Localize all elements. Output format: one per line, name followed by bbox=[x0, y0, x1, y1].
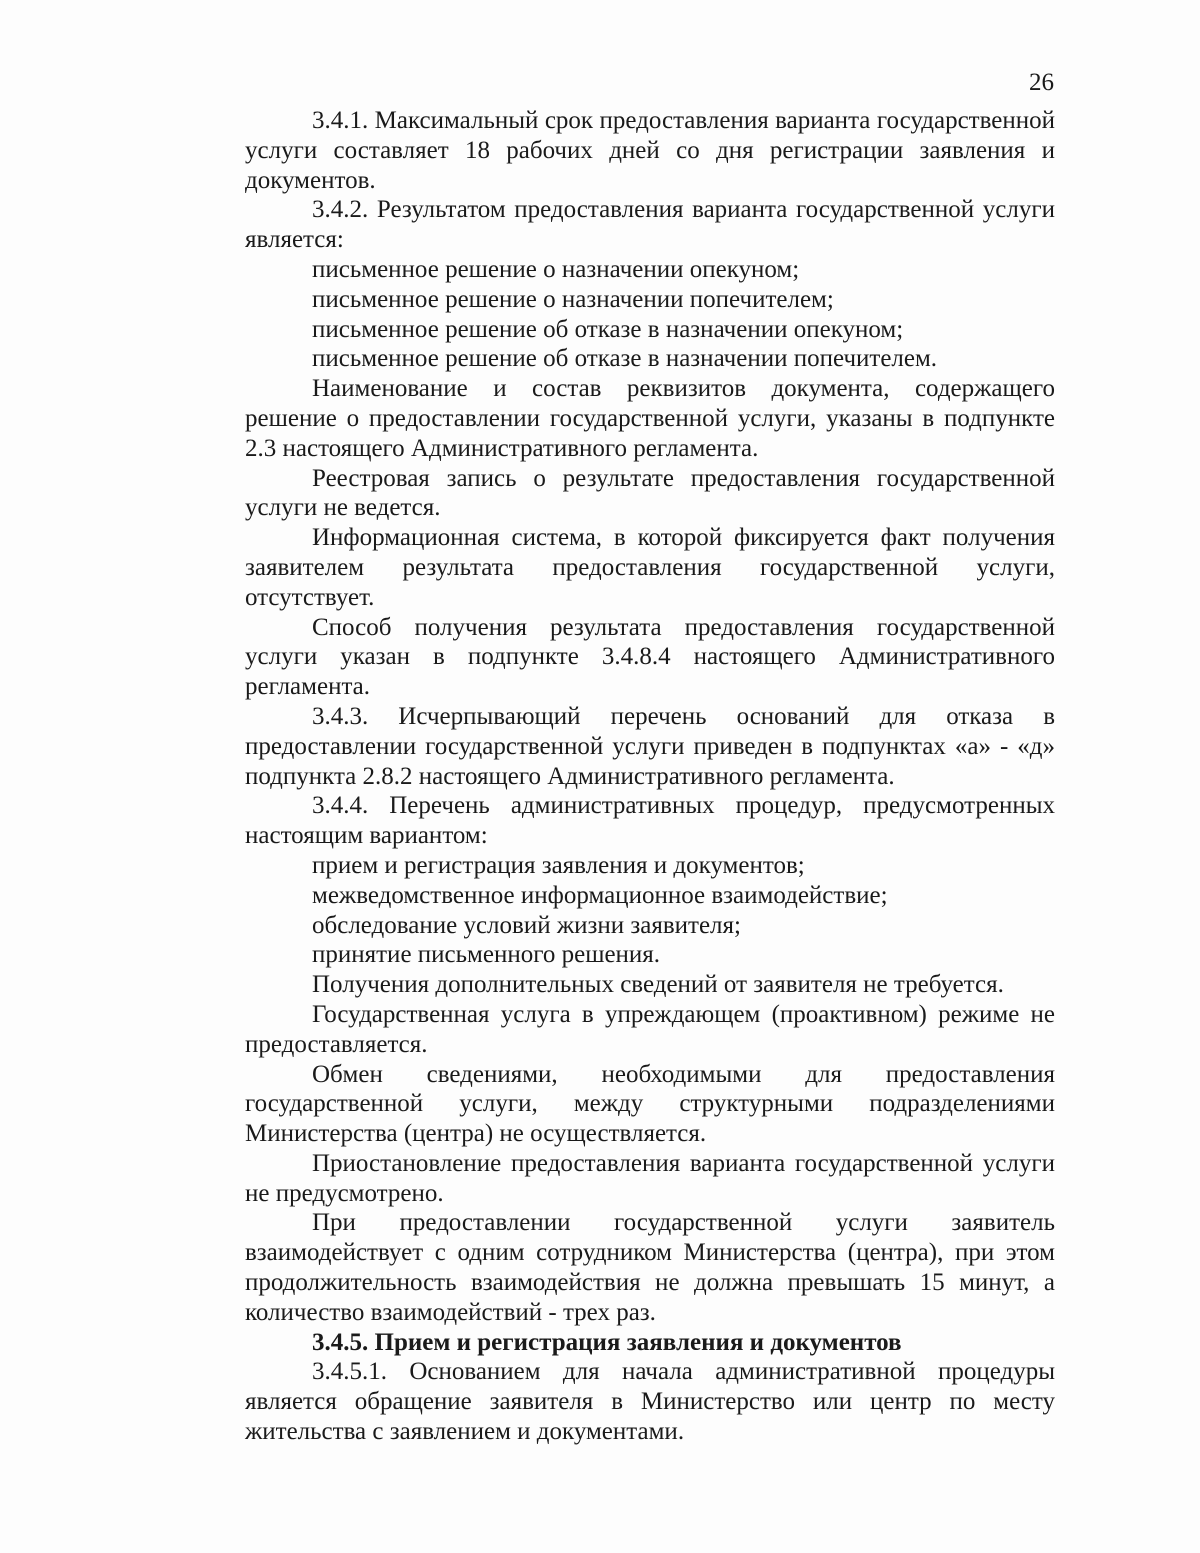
section-heading-3-4-5: 3.4.5. Прием и регистрация заявления и документов bbox=[312, 1328, 902, 1356]
paragraph-3-4-4: 3.4.4. Перечень административных процедур, предусмотренных настоящим вариантом: bbox=[245, 792, 1055, 850]
paragraph-information-exchange: Обмен сведениями, необходимыми для предоставления государственной услуги, между структурными подразделениями Министерства (центра) не осуществляется. bbox=[245, 1060, 1055, 1148]
paragraph-3-4-1: 3.4.1. Максимальный срок предоставления варианта государственной услуги составляет 18 рабочих дней со дня регистрации заявления и документов. bbox=[245, 107, 1055, 194]
paragraph-interaction: При предоставлении государственной услуги заявитель взаимодействует с одним сотрудником Министерства (центра), при этом продолжительность взаимодействия не должна превышать 15 минут, а количество взаимодействий - трех раз. bbox=[245, 1209, 1055, 1326]
paragraph-registry-record: Реестровая запись о результате предоставления государственной услуги не ведется. bbox=[245, 464, 1055, 522]
paragraph-3-4-5-1: 3.4.5.1. Основанием для начала административной процедуры является обращение заявителя в Министерство или центр по месту жительства с заявлением и документами. bbox=[245, 1358, 1055, 1446]
paragraph-suspension: Приостановление предоставления варианта государственной услуги не предусмотрено. bbox=[245, 1149, 1055, 1207]
paragraph-3-4-3: 3.4.3. Исчерпывающий перечень оснований для отказа в предоставлении государственной услуги приведен в подпунктах «а» - «д» подпункта 2.8.2 настоящего Административного регламента. bbox=[245, 702, 1055, 790]
paragraph-3-4-2: 3.4.2. Результатом предоставления варианта государственной услуги является: bbox=[245, 196, 1055, 254]
paragraph-document-requisites: Наименование и состав реквизитов документа, содержащего решение о предоставлении государственной услуги, указаны в подпункте 2.3 настоящего Административного регламента. bbox=[245, 375, 1055, 462]
paragraph-proactive-mode: Государственная услуга в упреждающем (проактивном) режиме не предоставляется. bbox=[245, 1000, 1055, 1058]
procedure-list-item: прием и регистрация заявления и документов; bbox=[312, 851, 805, 879]
document-body bbox=[245, 106, 1055, 1447]
procedure-list-item: принятие письменного решения. bbox=[312, 941, 661, 969]
procedure-list-item: межведомственное информационное взаимодействие; bbox=[312, 881, 888, 909]
paragraph-receipt-method: Способ получения результата предоставления государственной услуги указан в подпункте 3.4.8.4 настоящего Административного регламента. bbox=[245, 613, 1055, 701]
result-list-item: письменное решение о назначении попечителем; bbox=[312, 285, 834, 313]
result-list-item: письменное решение об отказе в назначении попечителем. bbox=[312, 345, 938, 373]
paragraph-information-system: Информационная система, в которой фиксируется факт получения заявителем результата предоставления государственной услуги, отсутствует. bbox=[245, 524, 1055, 611]
result-list-item: письменное решение о назначении опекуном; bbox=[312, 255, 800, 283]
paragraph-additional-info: Получения дополнительных сведений от заявителя не требуется. bbox=[312, 971, 1004, 999]
page-number: 26 bbox=[1029, 69, 1054, 96]
result-list-item: письменное решение об отказе в назначении опекуном; bbox=[312, 315, 904, 343]
procedure-list-item: обследование условий жизни заявителя; bbox=[312, 911, 741, 939]
